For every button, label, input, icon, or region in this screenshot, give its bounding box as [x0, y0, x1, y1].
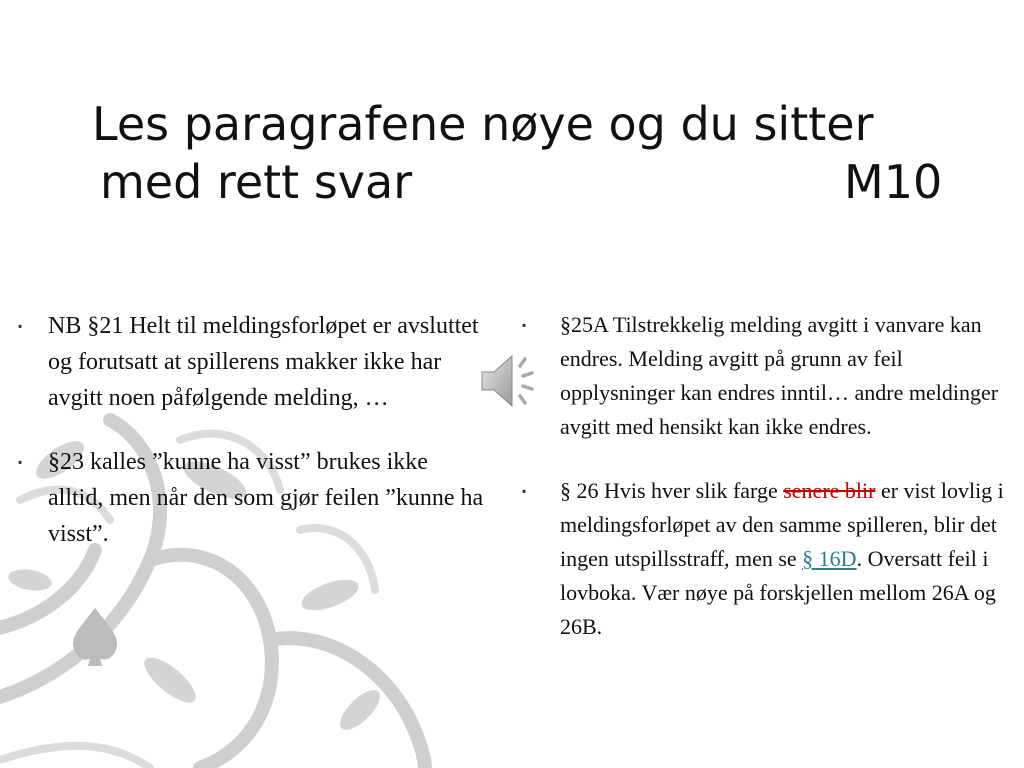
bullet-square-icon: ▪	[18, 319, 23, 333]
bullet-square-icon: ▪	[522, 318, 527, 332]
right-column	[522, 308, 1004, 644]
title-line-2: med rett svar	[100, 155, 413, 209]
bullet-text-end: . Oversatt feil i lovboka. Vær nøye på forskjellen mellom 26A og 26B.	[560, 546, 996, 639]
law-16d-link[interactable]: § 16D	[802, 546, 857, 571]
bullet-text: §23 kalles ”kunne ha visst” brukes ikke alltid, men når den som gjør feilen ”kunne ha visst”.	[48, 449, 484, 547]
bullet-square-icon: ▪	[18, 455, 23, 469]
speaker-audio-icon[interactable]	[478, 348, 544, 414]
struck-text: senere blir	[783, 478, 876, 503]
bullet-text: NB §21 Helt til meldingsforløpet er avsluttet og forutsatt at spillerens makker ikke har avgitt noen påfølgende melding, …	[48, 313, 479, 411]
list-item	[522, 308, 1004, 444]
bullet-text-middle: er vist lovlig i meldingsforløpet av den samme spilleren, blir det ingen utspillsstraff, men se	[560, 478, 1004, 571]
list-item	[18, 308, 488, 416]
title-line-1: Les paragrafene nøye og du sitter	[92, 97, 874, 151]
list-item	[18, 444, 488, 552]
bullet-square-icon: ▪	[522, 484, 527, 498]
title-tag: M10	[844, 155, 943, 209]
left-column	[18, 308, 488, 552]
slide-title	[60, 95, 980, 211]
bullet-text-start: § 26 Hvis hver slik farge	[560, 478, 784, 503]
bullet-text: §25A Tilstrekkelig melding avgitt i vanvare kan endres. Melding avgitt på grunn av feil opplysninger kan endres inntil… andre meldinger avgitt med hensikt kan ikke endres.	[560, 312, 999, 439]
list-item	[522, 474, 1004, 644]
